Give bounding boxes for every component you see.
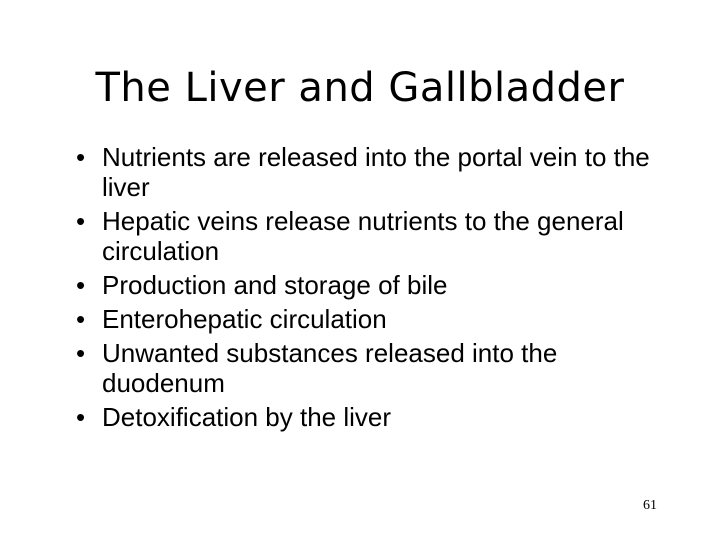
bullet-text: Unwanted substances released into the duodenum xyxy=(102,338,558,398)
bullet-list xyxy=(74,142,674,436)
bullet-icon: • xyxy=(76,304,86,334)
bullet-icon: • xyxy=(76,206,86,236)
bullet-icon: • xyxy=(76,270,86,300)
list-item xyxy=(74,142,674,202)
list-item xyxy=(74,304,674,334)
list-item xyxy=(74,270,674,300)
list-item xyxy=(74,206,674,266)
bullet-text: Nutrients are released into the portal vein to the liver xyxy=(102,142,650,202)
page-number: 61 xyxy=(643,498,657,513)
bullet-icon: • xyxy=(76,142,86,172)
list-item xyxy=(74,402,674,432)
bullet-icon: • xyxy=(76,402,86,432)
bullet-text: Detoxification by the liver xyxy=(102,402,392,432)
bullet-text: Production and storage of bile xyxy=(102,270,448,300)
bullet-text: Enterohepatic circulation xyxy=(102,304,387,334)
bullet-icon: • xyxy=(76,338,86,368)
list-item xyxy=(74,338,674,398)
slide-title: The Liver and Gallbladder xyxy=(95,65,625,111)
bullet-text: Hepatic veins release nutrients to the general circulation xyxy=(102,206,624,266)
